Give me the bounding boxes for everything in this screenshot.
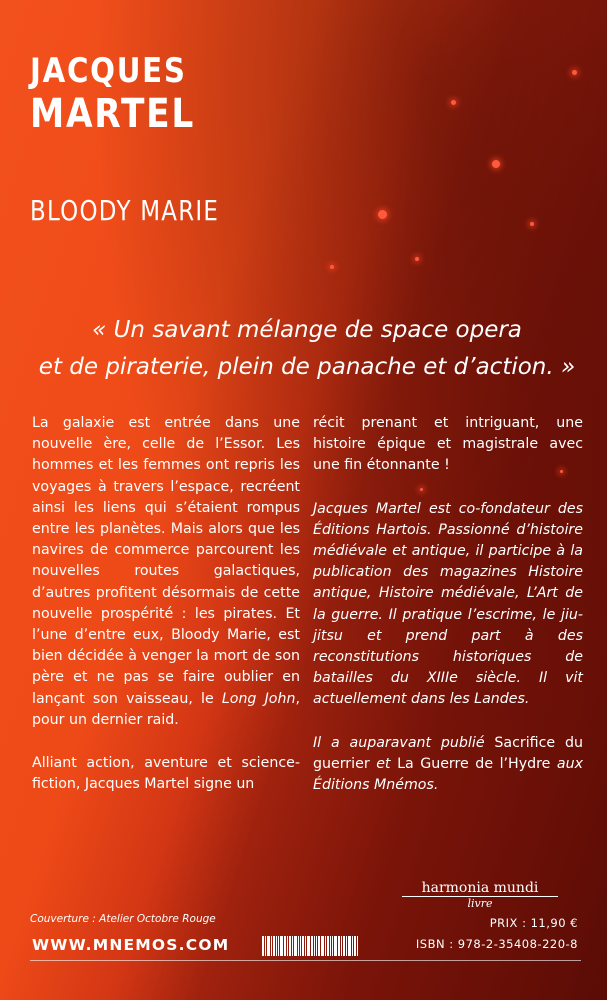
publisher-logo-name: harmonia mundi xyxy=(421,880,539,896)
review-quote-line: et de piraterie, plein de panache et d’action. » xyxy=(38,354,576,380)
isbn: ISBN : 978-2-35408-220-8 xyxy=(415,937,578,951)
publisher-logo-sub: livre xyxy=(467,897,493,910)
book-title: BLOODY MARIE xyxy=(30,194,220,227)
publisher-logo xyxy=(402,880,558,910)
book-title-hydre: La Guerre de l’Hydre xyxy=(397,755,551,772)
price: PRIX : 11,90 € xyxy=(489,916,578,930)
publisher-website: WWW.MNEMOS.COM xyxy=(32,936,230,954)
synopsis-continuation: récit prenant et intriguant, une histoire épique et magistrale avec une fin étonnante ! xyxy=(313,415,583,474)
divider xyxy=(30,960,581,961)
barcode xyxy=(262,936,400,956)
author-last-name: MARTEL xyxy=(30,91,196,137)
author-name xyxy=(30,51,222,137)
synopsis-column xyxy=(32,413,300,817)
review-quote-line: « Un savant mélange de space opera xyxy=(92,317,522,343)
previous-works: Il a auparavant publié Sacrifice du guerrier et La Guerre de l’Hydre aux Éditions Mnémos. xyxy=(313,734,584,794)
review-quote xyxy=(22,312,592,386)
ship-name: Long John xyxy=(221,690,296,707)
synopsis-paragraph: La galaxie est entrée dans une nouvelle ère, celle de l’Essor. Les hommes et les femmes ont repris les voyages à travers l’espace, recréent ainsi les liens qui s’étaient rompus entre les planètes. Mais alors que les navires de commerce parcourent les nouvelles routes galactiques, d’autres profitent désormais de cette nouvelle prospérité : les pirates. Et l’une d’entre eux, Bloody Marie, est bien décidée à venger la mort de son père et ne pas se faire oublier en lançant son vaisseau, le Long John, pour un dernier raid. xyxy=(32,415,300,728)
author-bio: Jacques Martel est co-fondateur des Éditions Hartois. Passionné d’histoire médiévale et antique, il participe à la publication des magazines Histoire antique, Histoire médiévale, L’Art de la guerre. Il pratique l’escrime, le jiu-jitsu et prend part à des reconstitutions historiques de batailles du XIIIe siècle. Il vit actuellement dans les Landes. xyxy=(313,500,583,708)
book-title-sacrifice: Sacrifice du guerrier xyxy=(313,734,583,772)
cover-credit: Couverture : Atelier Octobre Rouge xyxy=(30,913,216,925)
bio-column xyxy=(313,413,583,818)
author-first-name: JACQUES xyxy=(30,51,187,91)
synopsis-paragraph: Alliant action, aventure et science-fiction, Jacques Martel signe un xyxy=(32,755,300,793)
